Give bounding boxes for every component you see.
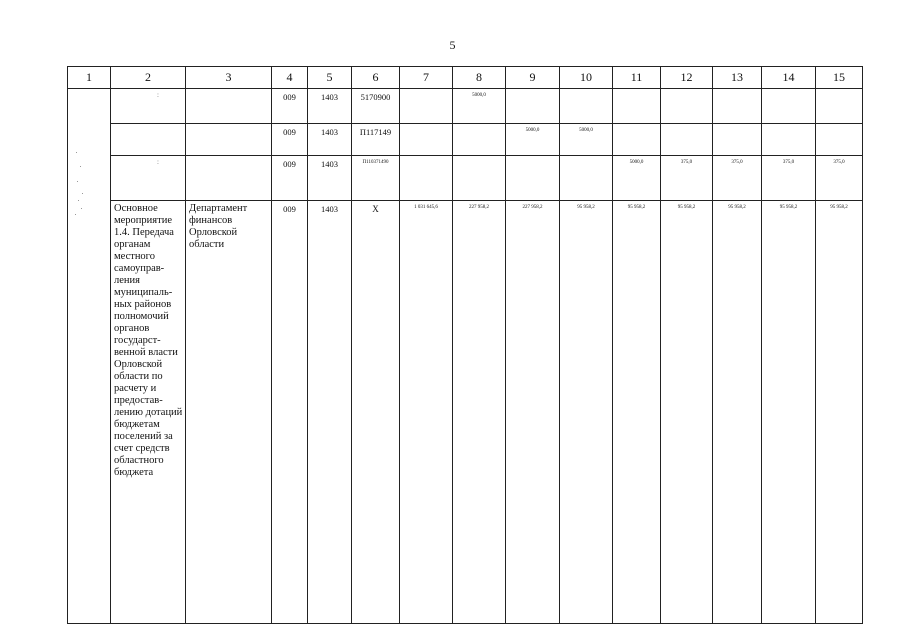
column-header: 8 bbox=[453, 67, 506, 89]
value-cell bbox=[560, 156, 613, 201]
value-cell: 5000,0 bbox=[453, 89, 506, 124]
value-cell: 375,0 bbox=[661, 156, 713, 201]
value-cell bbox=[816, 124, 863, 156]
value-cell: 95 958,2 bbox=[560, 201, 613, 624]
value-cell bbox=[560, 89, 613, 124]
table-row bbox=[68, 156, 863, 201]
executor-cell bbox=[186, 124, 272, 156]
value-cell bbox=[400, 124, 453, 156]
measure-cell: : bbox=[111, 156, 186, 201]
budget-table bbox=[67, 66, 863, 624]
value-cell: 5000,0 bbox=[506, 124, 560, 156]
measure-cell: : bbox=[111, 89, 186, 124]
column-header: 12 bbox=[661, 67, 713, 89]
value-cell bbox=[661, 89, 713, 124]
grbs-cell: 009 bbox=[272, 201, 308, 624]
section-cell: 1403 bbox=[308, 156, 352, 201]
table-row bbox=[68, 124, 863, 156]
executor-cell bbox=[186, 89, 272, 124]
value-cell: 227 958,2 bbox=[453, 201, 506, 624]
table-row bbox=[68, 201, 863, 624]
value-cell: 1 031 645,6 bbox=[400, 201, 453, 624]
column-header: 9 bbox=[506, 67, 560, 89]
column-header: 5 bbox=[308, 67, 352, 89]
grbs-cell: 009 bbox=[272, 156, 308, 201]
column-header: 1 bbox=[68, 67, 111, 89]
column-header: 4 bbox=[272, 67, 308, 89]
value-cell: 227 958,2 bbox=[506, 201, 560, 624]
table-row bbox=[68, 89, 863, 124]
value-cell bbox=[613, 124, 661, 156]
value-cell bbox=[506, 89, 560, 124]
value-cell bbox=[816, 89, 863, 124]
target-article-cell: П117149 bbox=[352, 124, 400, 156]
column-header: 14 bbox=[762, 67, 816, 89]
value-cell bbox=[453, 156, 506, 201]
target-article-cell: Х bbox=[352, 201, 400, 624]
column-header: 13 bbox=[713, 67, 762, 89]
target-article-cell: П110371490 bbox=[352, 156, 400, 201]
value-cell bbox=[453, 124, 506, 156]
value-cell: 375,0 bbox=[713, 156, 762, 201]
section-cell: 1403 bbox=[308, 201, 352, 624]
header-row bbox=[68, 67, 863, 89]
value-cell bbox=[661, 124, 713, 156]
value-cell: 95 958,2 bbox=[613, 201, 661, 624]
value-cell bbox=[713, 124, 762, 156]
grbs-cell: 009 bbox=[272, 89, 308, 124]
column-header: 10 bbox=[560, 67, 613, 89]
column-header: 3 bbox=[186, 67, 272, 89]
value-cell: 95 958,2 bbox=[661, 201, 713, 624]
scan-specks bbox=[74, 148, 86, 218]
section-cell: 1403 bbox=[308, 124, 352, 156]
executor-cell bbox=[186, 156, 272, 201]
value-cell bbox=[713, 89, 762, 124]
page-number: 5 bbox=[449, 38, 456, 52]
value-cell bbox=[400, 89, 453, 124]
column-header: 15 bbox=[816, 67, 863, 89]
value-cell bbox=[762, 89, 816, 124]
value-cell: 95 958,2 bbox=[713, 201, 762, 624]
value-cell bbox=[506, 156, 560, 201]
value-cell: 375,0 bbox=[816, 156, 863, 201]
target-article-cell: 5170900 bbox=[352, 89, 400, 124]
value-cell: 95 958,2 bbox=[762, 201, 816, 624]
column-header: 6 bbox=[352, 67, 400, 89]
grbs-cell: 009 bbox=[272, 124, 308, 156]
column-header: 11 bbox=[613, 67, 661, 89]
value-cell: 95 958,2 bbox=[816, 201, 863, 624]
column-header: 2 bbox=[111, 67, 186, 89]
value-cell: 375,0 bbox=[762, 156, 816, 201]
column-header: 7 bbox=[400, 67, 453, 89]
measure-cell bbox=[111, 124, 186, 156]
value-cell: 5000,0 bbox=[613, 156, 661, 201]
section-cell: 1403 bbox=[308, 89, 352, 124]
measure-description: Основное мероприятие 1.4. Передача органам местного самоуправ-ления муниципаль-ных районов полномочий органов государст-венной власти Орловской области по расчету и предостав-лению дотаций бюджетам поселений за счет средств областного бюджета bbox=[111, 201, 186, 624]
value-cell: 5000,0 bbox=[560, 124, 613, 156]
value-cell bbox=[613, 89, 661, 124]
value-cell bbox=[762, 124, 816, 156]
value-cell bbox=[400, 156, 453, 201]
executor-name: Департамент финансов Орловской области bbox=[186, 201, 272, 624]
